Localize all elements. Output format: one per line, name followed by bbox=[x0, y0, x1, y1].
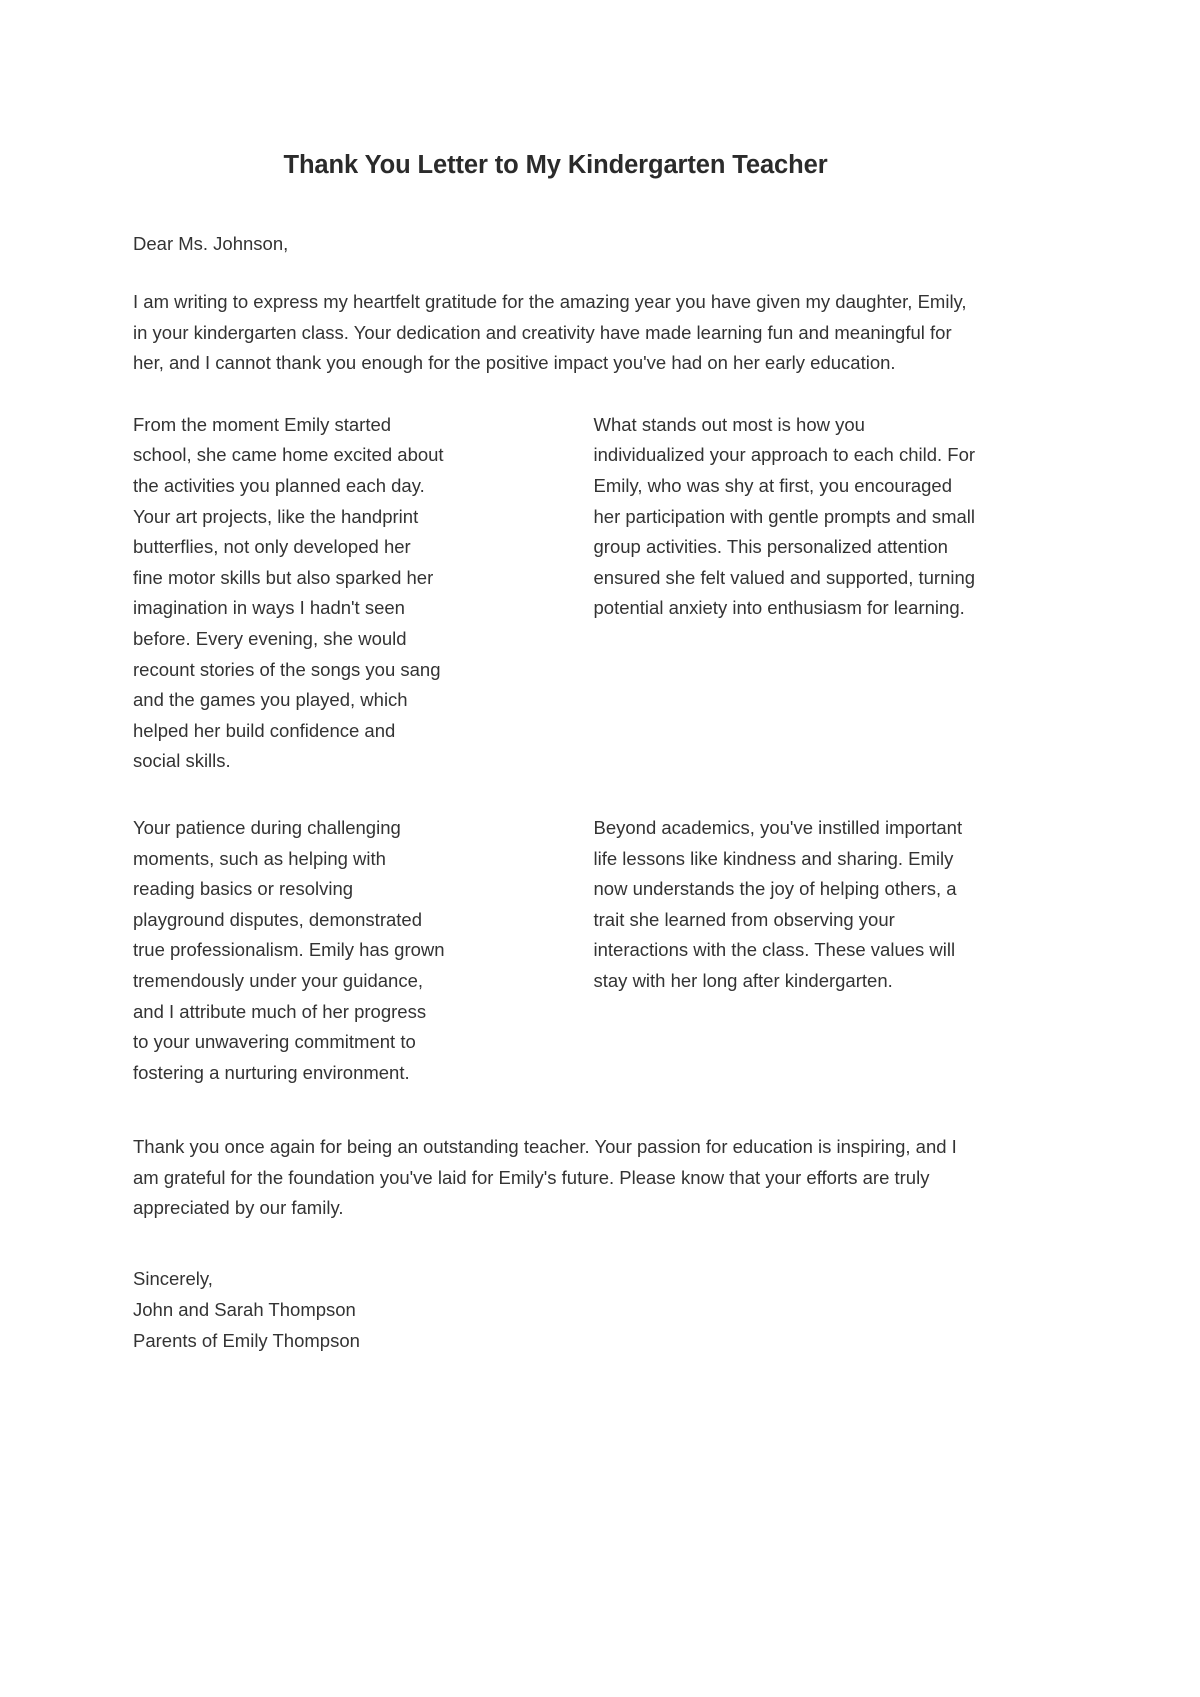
signature-names: John and Sarah Thompson bbox=[133, 1298, 356, 1320]
signature-relation: Parents of Emily Thompson bbox=[133, 1329, 360, 1351]
two-column-block-one bbox=[133, 379, 978, 777]
two-column-block-two bbox=[133, 777, 978, 1088]
column-left-two bbox=[133, 813, 556, 1088]
column-right-one bbox=[556, 410, 979, 624]
column-left-one bbox=[133, 410, 556, 777]
column-right-two bbox=[556, 813, 979, 997]
paragraph-left-one: From the moment Emily started school, she came home excited about the activities you planned each day. Your art projects, like the handprint butterflies, not only developed her fine motor skills but also sparked her imagination in ways I hadn't seen before. Every evening, she would recount stories of the songs you sang and the games you played, which helped her build confidence and social skills. bbox=[133, 413, 444, 772]
salutation-line: Dear Ms. Johnson, bbox=[133, 232, 289, 254]
intro-paragraph: I am writing to express my heartfelt gratitude for the amazing year you have given my daughter, Emily, in your kindergarten class. Your dedication and creativity have made learning fun and meaningful for her, and I cannot thank you enough for the positive impact you've had on her early education. bbox=[133, 291, 967, 374]
paragraph-left-two: Your patience during challenging moments, such as helping with reading basics or resolving playground disputes, demonstrated true professionalism. Emily has grown tremendously under your guidance, and I attribute much of her progress to your unwavering commitment to fostering a nurturing environment. bbox=[133, 817, 445, 1083]
letter-body bbox=[133, 0, 978, 1356]
signature-block bbox=[133, 1224, 978, 1356]
page-title: Thank You Letter to My Kindergarten Teacher bbox=[283, 151, 828, 179]
paragraph-right-two: Beyond academics, you've instilled important life lessons like kindness and sharing. Emily now understands the joy of helping others, a trait she learned from observing your interactions with the class. These values will stay with her long after kindergarten. bbox=[593, 817, 963, 991]
paragraph-right-one: What stands out most is how you individualized your approach to each child. For Emily, who was shy at first, you encouraged her participation with gentle prompts and small group activities. This personalized attention ensured she felt valued and supported, turning potential anxiety into enthusiasm for learning. bbox=[593, 413, 976, 619]
closing-paragraph: Thank you once again for being an outstanding teacher. Your passion for education is inspiring, and I am grateful for the foundation you've laid for Emily's future. Please know that your efforts are truly appreciated by our family. bbox=[133, 1136, 957, 1219]
signature-closing: Sincerely, bbox=[133, 1267, 213, 1289]
